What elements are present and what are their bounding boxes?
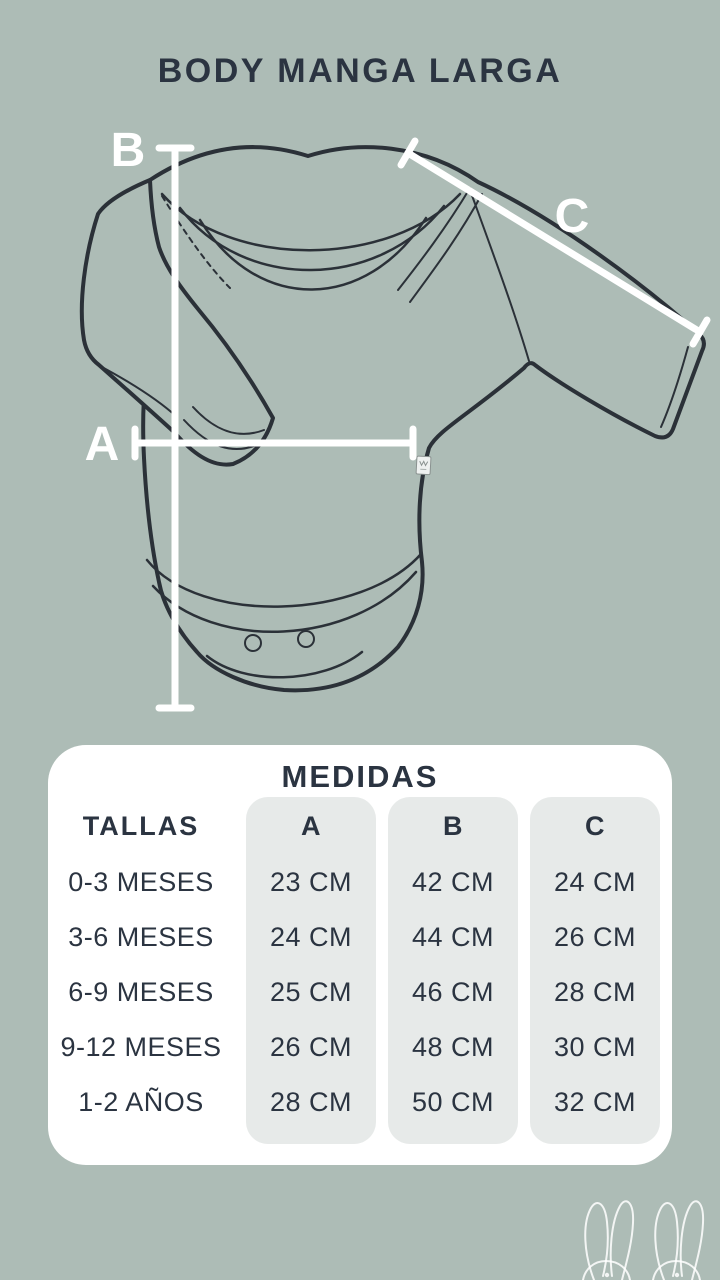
bodysuit-diagram xyxy=(0,120,720,760)
sizes-column xyxy=(48,797,234,1144)
value-b: 48 CM xyxy=(411,1032,495,1062)
value-c: 30 CM xyxy=(553,1032,637,1062)
size-table xyxy=(48,797,672,1144)
column-b xyxy=(388,797,518,1144)
value-a: 24 CM xyxy=(269,922,353,952)
bunny-right xyxy=(653,1201,703,1280)
size-label: 0-3 MESES xyxy=(68,867,214,897)
value-b: 46 CM xyxy=(411,977,495,1007)
bunny-logo-icon xyxy=(574,1196,714,1280)
page-title: BODY MANGA LARGA xyxy=(157,52,563,90)
size-label: 3-6 MESES xyxy=(68,922,214,952)
column-c xyxy=(530,797,660,1144)
value-a: 28 CM xyxy=(269,1087,353,1117)
value-a: 23 CM xyxy=(269,867,353,897)
value-b: 50 CM xyxy=(411,1087,495,1117)
size-label: 6-9 MESES xyxy=(68,977,214,1007)
value-c: 26 CM xyxy=(553,922,637,952)
value-c: 32 CM xyxy=(553,1087,637,1117)
column-a xyxy=(246,797,376,1144)
column-c-header: C xyxy=(585,810,605,841)
column-a-header: A xyxy=(301,810,321,841)
bunny-left xyxy=(583,1201,633,1280)
column-b-header: B xyxy=(443,810,463,841)
size-label: 9-12 MESES xyxy=(60,1032,222,1062)
measurements-card xyxy=(48,745,672,1165)
value-c: 28 CM xyxy=(553,977,637,1007)
measurements-title: MEDIDAS xyxy=(281,759,439,794)
label-b: B xyxy=(110,124,146,177)
size-label: 1-2 AÑOS xyxy=(78,1087,204,1117)
sizes-header: TALLAS xyxy=(82,810,200,841)
label-a: A xyxy=(84,418,120,471)
value-a: 25 CM xyxy=(269,977,353,1007)
value-a: 26 CM xyxy=(269,1032,353,1062)
label-c: C xyxy=(554,190,590,243)
value-b: 44 CM xyxy=(411,922,495,952)
value-b: 42 CM xyxy=(411,867,495,897)
care-tag xyxy=(416,456,431,475)
value-c: 24 CM xyxy=(553,867,637,897)
